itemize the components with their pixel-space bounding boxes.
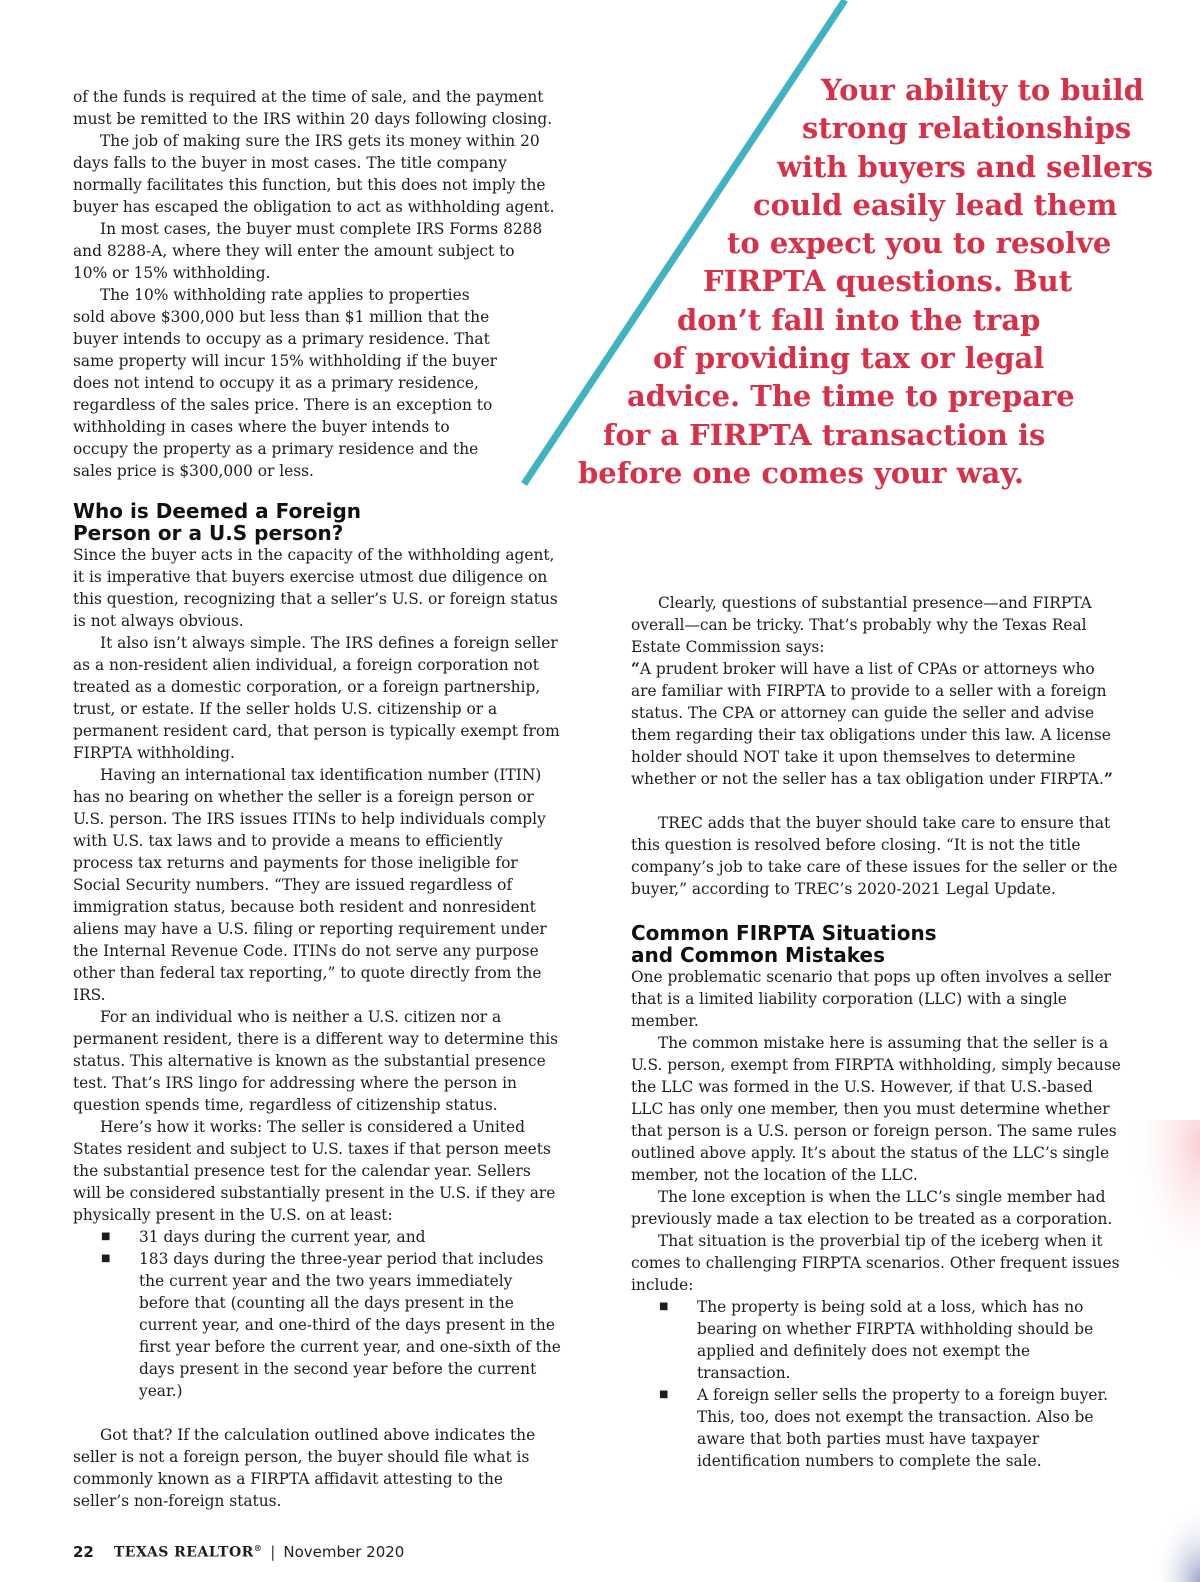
bullet-list <box>73 1226 563 1402</box>
pull-quote-line: for a FIRPTA transaction is <box>603 417 1046 452</box>
list-item: ■ A foreign seller sells the property to a foreign buyer. This, too, does not exempt the transaction. Also be aware that both parties must have taxpayer identification numbers to complete the sale. <box>631 1384 1121 1472</box>
left-column-top <box>73 86 563 482</box>
paragraph: The common mistake here is assuming that the seller is a U.S. person, exempt from FIRPTA withholding, simply because the LLC was formed in the U.S. However, if that U.S.-based LLC has only one member, then you must determine whether that person is a U.S. person or foreign person. The same rules outlined above apply. It’s about the status of the LLC’s single member, not the location of the LLC. <box>631 1034 1121 1184</box>
right-column <box>631 592 1121 1472</box>
pull-quote <box>540 71 1160 492</box>
magazine-title: TEXAS REALTOR <box>113 1544 254 1561</box>
paragraph: The job of making sure the IRS gets its money within 20 days falls to the buyer in most cases. The title company normally facilitates this function, but this does not imply the buyer has escaped the obligation to act as withholding agent. <box>73 132 555 216</box>
paragraph: of the funds is required at the time of sale, and the payment must be remitted to the IRS within 20 days following closing. <box>73 88 553 128</box>
pull-quote-line: advice. The time to prepare <box>627 379 1075 414</box>
close-quote-mark: ” <box>1103 770 1113 788</box>
section-heading: Who is Deemed a Foreign Person or a U.S person? <box>73 499 362 545</box>
pull-quote-line: could easily lead them <box>753 187 1118 222</box>
paragraph: Clearly, questions of substantial presence—and FIRPTA overall—can be tricky. That’s probably why the Texas Real Estate Commission says: <box>631 594 1092 656</box>
open-quote-mark: “ <box>631 660 640 678</box>
issue-date: November 2020 <box>283 1543 405 1561</box>
left-column <box>73 500 563 1512</box>
pull-quote-line: before one comes your way. <box>578 455 1024 490</box>
pull-quote-line: with buyers and sellers <box>777 149 1154 184</box>
paragraph: It also isn’t always simple. The IRS defines a foreign seller as a non-resident alien individual, a foreign corporation not treated as a domestic corporation, or a foreign partnership, trust, or estate. If the seller holds U.S. citizenship or a permanent resident card, that person is typically exempt from FIRPTA withholding. <box>73 634 560 762</box>
registered-mark: ® <box>253 1543 263 1554</box>
pull-quote-line: to expect you to resolve <box>727 226 1112 261</box>
list-item: ■ 31 days during the current year, and <box>73 1226 563 1248</box>
paragraph: That situation is the proverbial tip of the iceberg when it comes to challenging FIRPTA scenarios. Other frequent issues include: <box>631 1232 1120 1294</box>
paragraph: Here’s how it works: The seller is considered a United States resident and subject to U.S. taxes if that person meets the substantial presence test for the calendar year. Sellers will be considered substantially present in the U.S. if they are physically present in the U.S. on at least: <box>73 1118 556 1224</box>
paragraph: In most cases, the buyer must complete IRS Forms 8288 and 8288-A, where they will enter the amount subject to 10% or 15% withholding. <box>73 220 543 282</box>
paragraph: Having an international tax identification number (ITIN) has no bearing on whether the seller is a foreign person or U.S. person. The IRS issues ITINs to help individuals comply with U.S. tax laws and to provide a means to efficiently process tax returns and payments for those ineligible for Social Security numbers. “They are issued regardless of immigration status, because both resident and nonresident aliens may have a U.S. filing or reporting requirement under the Internal Revenue Code. ITINs do not serve any purpose other than federal tax reporting,” to quote directly from the IRS. <box>73 766 547 1004</box>
paragraph: One problematic scenario that pops up often involves a seller that is a limited liability corporation (LLC) with a single member. <box>631 968 1111 1030</box>
list-item: ■ The property is being sold at a loss, which has no bearing on whether FIRPTA withholding should be applied and definitely does not exempt the transaction. <box>631 1296 1121 1384</box>
list-item: ■ 183 days during the three-year period that includes the current year and the two years immediately before that (counting all the days present in the current year, and one-third of the days present in the first year before the current year, and one-sixth of the days present in the second year before the current year.) <box>73 1248 563 1402</box>
page-footer <box>73 1543 404 1561</box>
page-number: 22 <box>73 1543 94 1561</box>
footer-separator: | <box>270 1543 276 1561</box>
block-quote <box>631 658 1121 790</box>
pull-quote-line: don’t fall into the trap <box>677 302 1041 337</box>
paragraph: The lone exception is when the LLC’s single member had previously made a tax election to be treated as a corporation. <box>631 1188 1113 1228</box>
quote-text: A prudent broker will have a list of CPAs or attorneys who are familiar with FIRPTA to provide to a seller with a foreign status. The CPA or attorney can guide the seller and advise them regarding their tax obligations under this law. A license holder should NOT take it upon themselves to determine whether or not the seller has a tax obligation under FIRPTA. <box>631 660 1111 788</box>
paragraph: The 10% withholding rate applies to properties sold above $300,000 but less than $1 million that the buyer intends to occupy as a primary residence. That same property will incur 15% withholding if the buyer does not intend to occupy it as a primary residence, regardless of the sales price. There is an exception to withholding in cases where the buyer intends to occupy the property as a primary residence and the sales price is $300,000 or less. <box>73 286 498 480</box>
pull-quote-line: strong relationships <box>802 111 1132 146</box>
magazine-name <box>114 1543 262 1561</box>
decorative-glow <box>1120 1120 1200 1582</box>
pull-quote-line: of providing tax or legal <box>653 341 1045 376</box>
paragraph: TREC adds that the buyer should take care to ensure that this question is resolved before closing. “It is not the title company’s job to take care of these issues for the seller or the buyer,” according to TREC’s 2020-2021 Legal Update. <box>631 814 1118 898</box>
pull-quote-line: FIRPTA questions. But <box>703 264 1073 299</box>
section-heading: Common FIRPTA Situations and Common Mistakes <box>631 921 937 967</box>
paragraph: Got that? If the calculation outlined above indicates the seller is not a foreign person, the buyer should file what is commonly known as a FIRPTA affidavit attesting to the seller’s non-foreign status. <box>73 1426 536 1510</box>
paragraph: For an individual who is neither a U.S. citizen nor a permanent resident, there is a different way to determine this status. This alternative is known as the substantial presence test. That’s IRS lingo for addressing where the person in question spends time, regardless of citizenship status. <box>73 1008 559 1114</box>
bullet-list <box>631 1296 1121 1472</box>
paragraph: Since the buyer acts in the capacity of the withholding agent, it is imperative that buyers exercise utmost due diligence on this question, recognizing that a seller’s U.S. or foreign status is not always obvious. <box>73 546 558 630</box>
pull-quote-line: Your ability to build <box>821 73 1144 107</box>
